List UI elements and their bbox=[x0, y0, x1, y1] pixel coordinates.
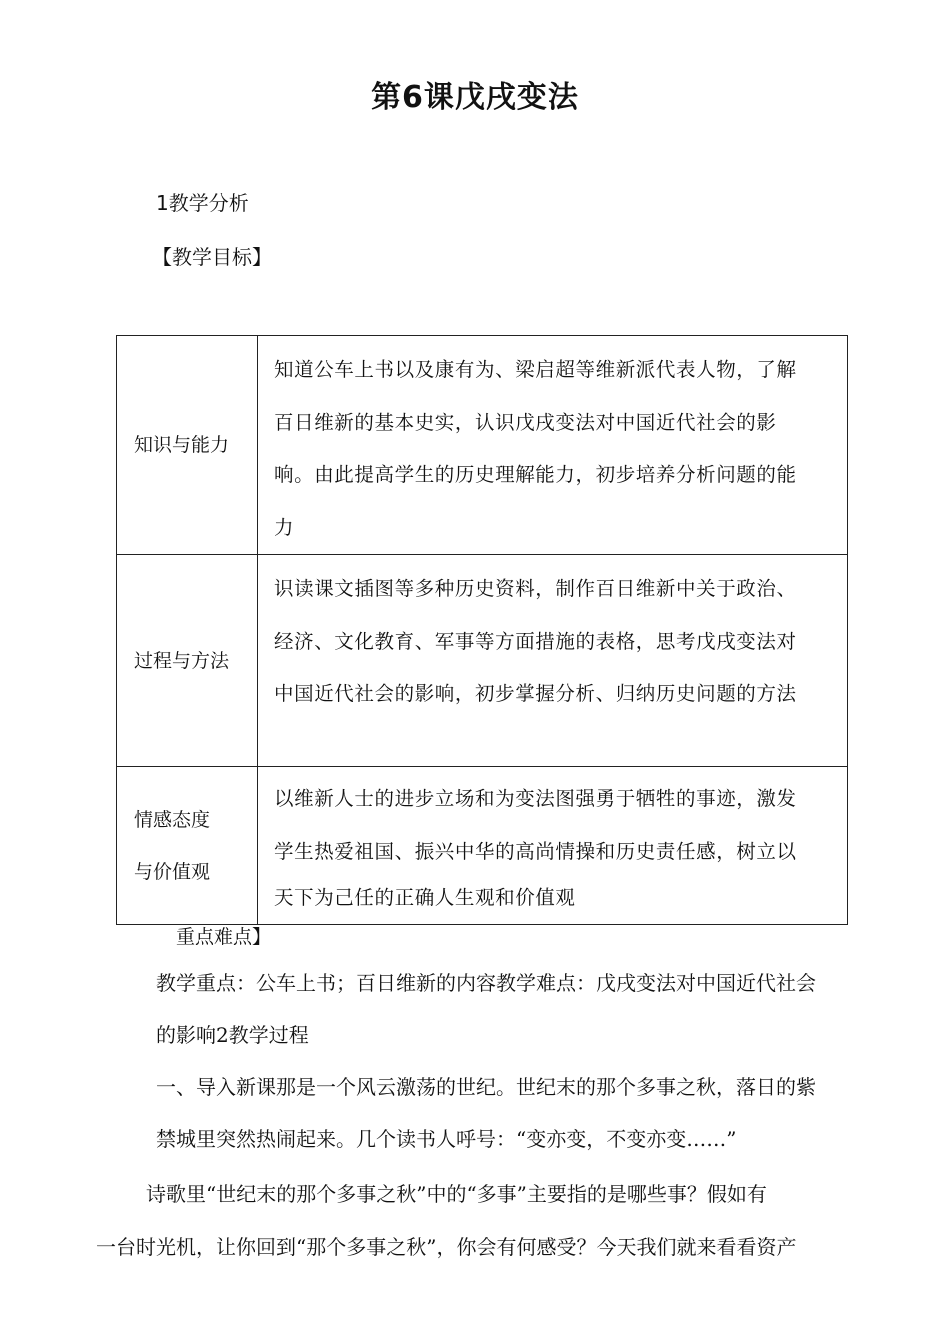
table-row bbox=[117, 336, 848, 555]
content-line: 知道公车上书以及康有为、梁启超等维新派代表人物，了解 bbox=[274, 358, 797, 381]
keypoints-heading: 重点难点】 bbox=[176, 926, 272, 948]
body-line: 诗歌里“世纪末的那个多事之秋”中的“多事”主要指的是哪些事？假如有 bbox=[146, 1182, 767, 1206]
section-heading-teaching-analysis: 1教学分析 bbox=[156, 191, 249, 215]
body-line: 教学重点：公车上书；百日维新的内容教学难点：戊戌变法对中国近代社会 bbox=[156, 971, 816, 995]
content-line: 经济、文化教育、军事等方面措施的表格，思考戊戌变法对 bbox=[274, 629, 797, 653]
row-content-knowledge bbox=[258, 336, 848, 555]
content-line: 百日维新的基本史实，认识戊戌变法对中国近代社会的影 bbox=[274, 410, 777, 434]
table-row bbox=[117, 767, 848, 925]
content-line: 力 bbox=[274, 515, 295, 539]
content-line: 响。由此提高学生的历史理解能力，初步培养分析问题的能 bbox=[274, 463, 797, 486]
body-line: 一台时光机，让你回到“那个多事之秋”，你会有何感受？今天我们就来看看资产 bbox=[96, 1235, 797, 1259]
content-line: 识读课文插图等多种历史资料，制作百日维新中关于政治、 bbox=[274, 577, 797, 600]
row-label-line: 过程与方法 bbox=[134, 649, 230, 672]
row-content-process bbox=[258, 555, 848, 767]
row-label-line: 情感态度 bbox=[134, 808, 211, 831]
objectives-heading: 【教学目标】 bbox=[152, 245, 272, 269]
row-label-line: 知识与能力 bbox=[134, 434, 230, 456]
row-label-line: 与价值观 bbox=[134, 860, 211, 883]
body-line: 一、导入新课那是一个风云激荡的世纪。世纪末的那个多事之秋，落日的紫 bbox=[156, 1075, 816, 1099]
content-line: 中国近代社会的影响，初步掌握分析、归纳历史问题的方法 bbox=[274, 682, 797, 705]
row-label-attitude bbox=[117, 767, 258, 925]
row-label-process bbox=[117, 555, 258, 767]
page-title: 第6课戊戌变法 bbox=[371, 80, 579, 115]
row-label-knowledge bbox=[117, 336, 258, 555]
content-line: 天下为己任的正确人生观和价值观 bbox=[274, 886, 576, 909]
row-content-attitude bbox=[258, 767, 848, 925]
objectives-table bbox=[116, 335, 848, 925]
content-line: 以维新人士的进步立场和为变法图强勇于牺牲的事迹，激发 bbox=[274, 787, 797, 810]
table-row bbox=[117, 555, 848, 767]
body-line: 禁城里突然热闹起来。几个读书人呼号：“变亦变，不变亦变……” bbox=[156, 1127, 737, 1151]
content-line: 学生热爱祖国、振兴中华的高尚情操和历史责任感，树立以 bbox=[274, 839, 797, 863]
body-line: 的影响2教学过程 bbox=[156, 1023, 309, 1047]
